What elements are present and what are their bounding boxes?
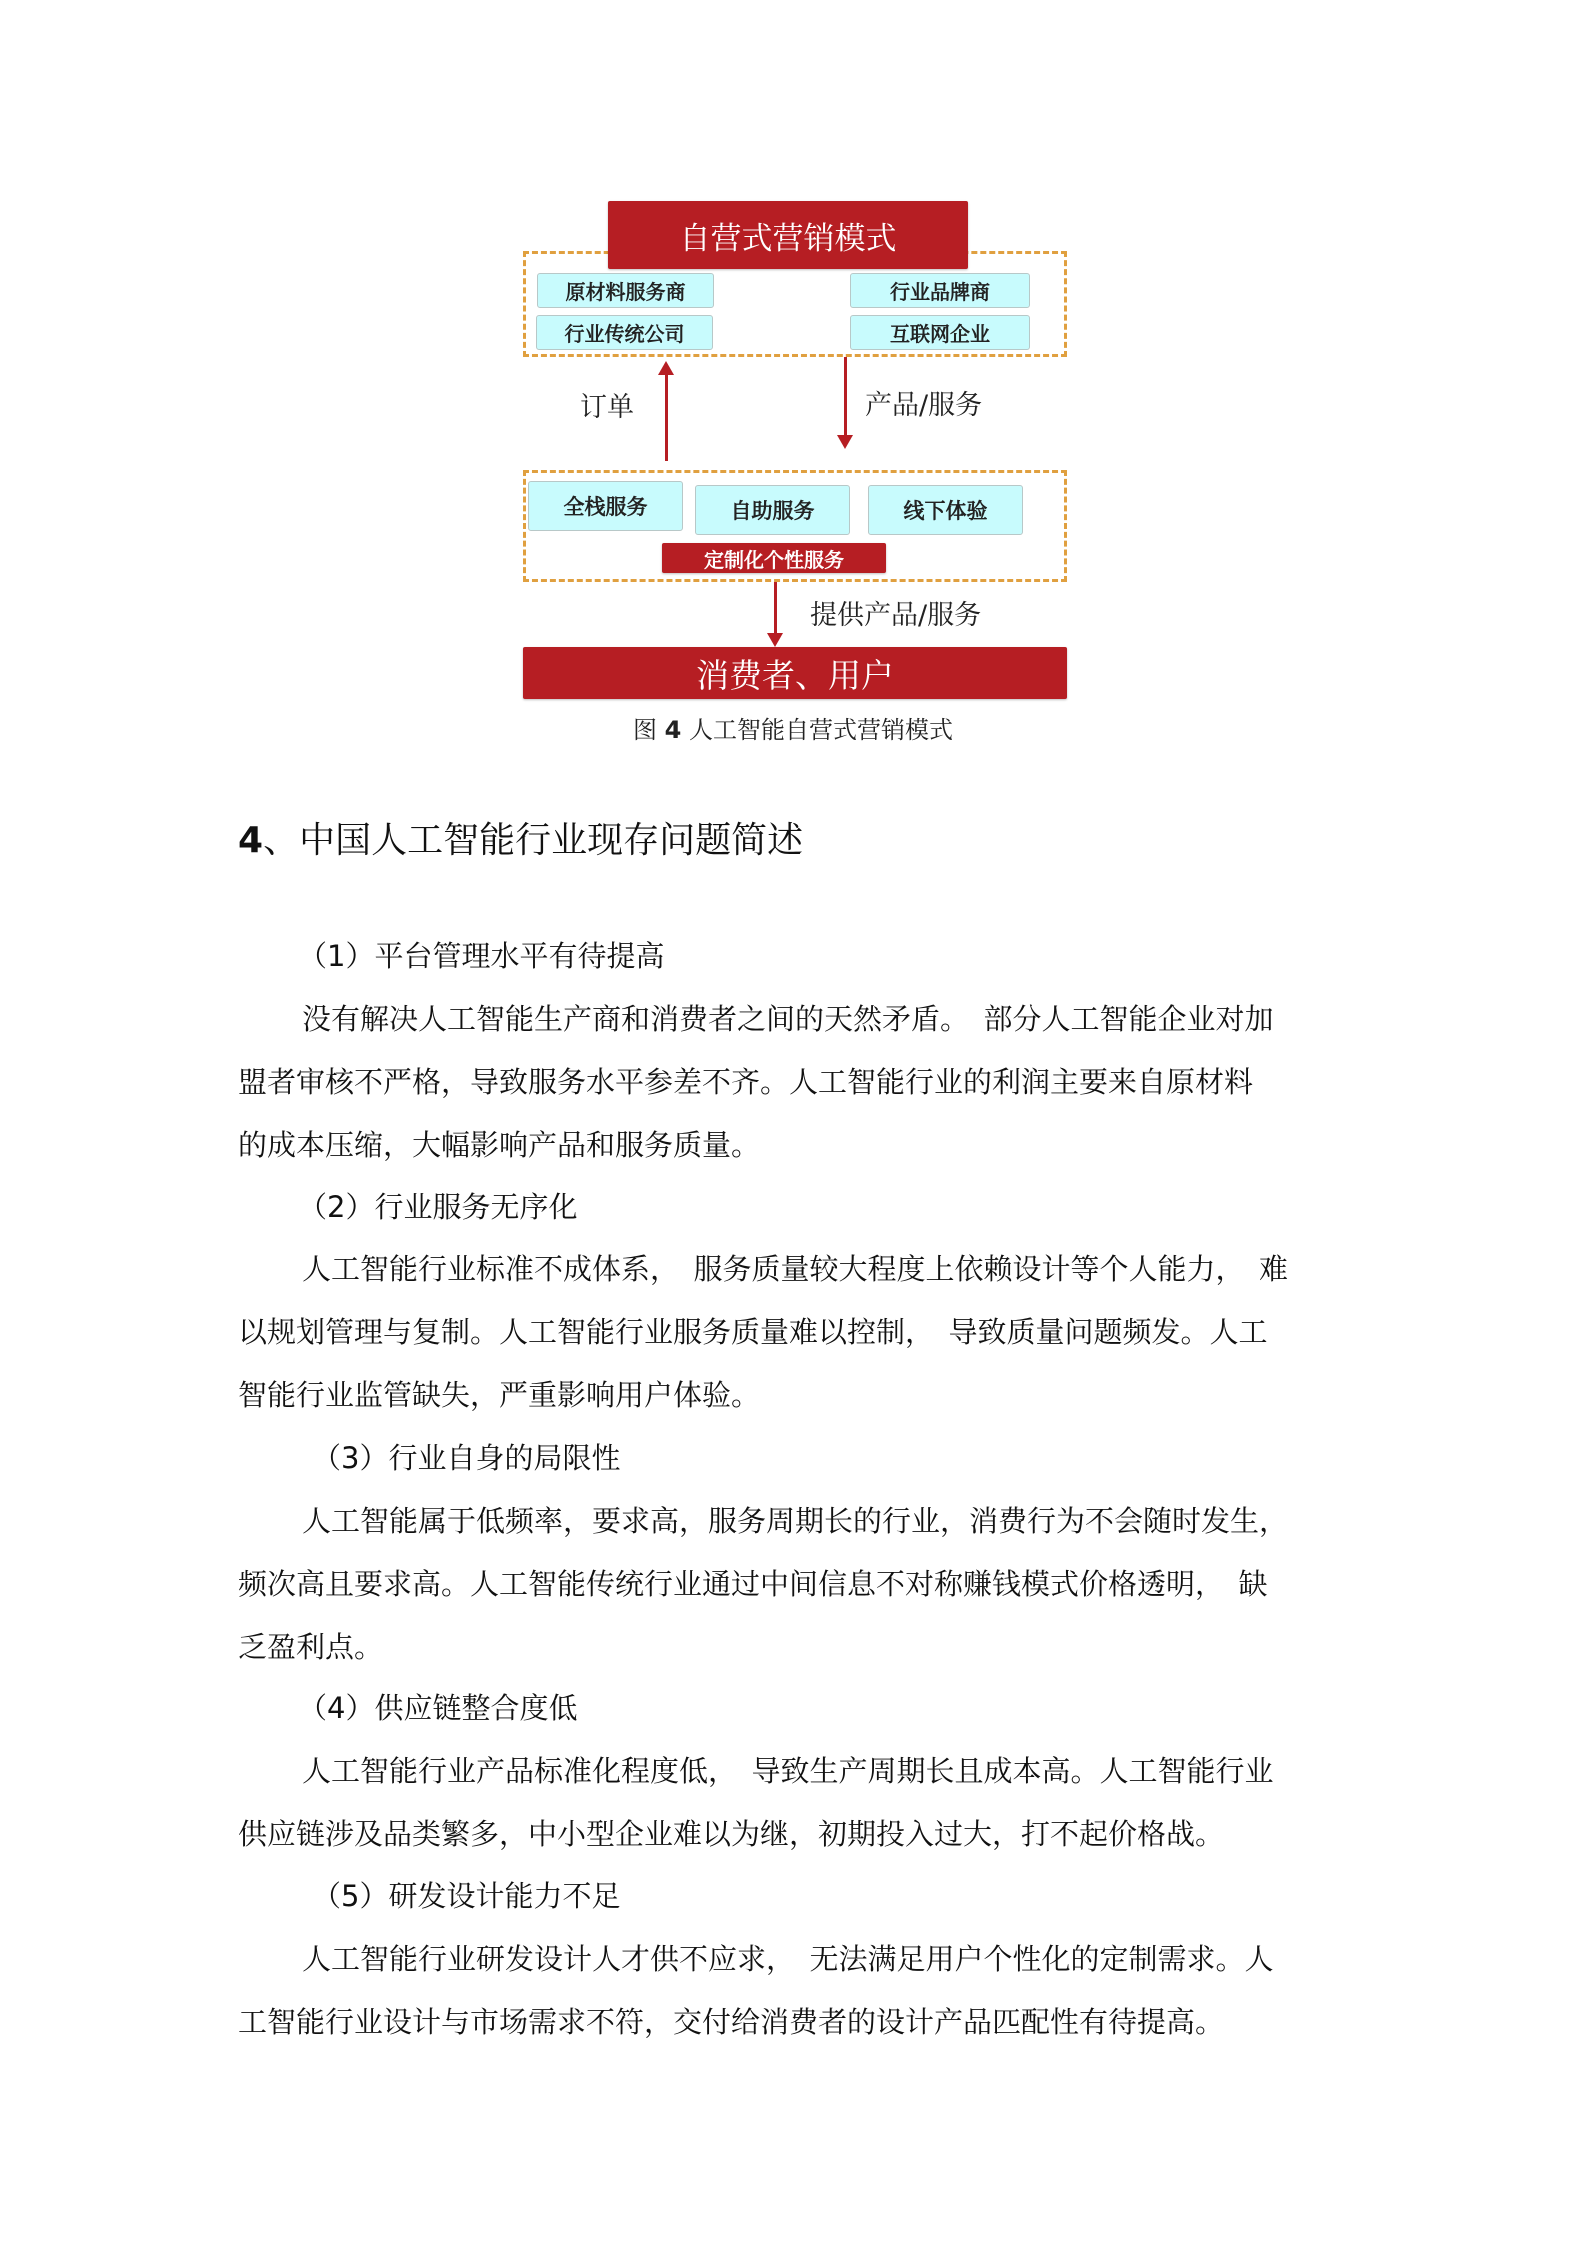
section-heading: 4、中国人工智能行业现存问题简述 <box>238 820 804 861</box>
product-arrow-head-icon <box>837 435 853 449</box>
provide-arrow-line <box>774 582 777 636</box>
custom-service-banner: 定制化个性服务 <box>662 543 886 573</box>
bottom-title-bar <box>523 647 1067 699</box>
order-arrow-head-icon <box>658 361 674 375</box>
item-5-paragraph: 人工智能行业研发设计人才供不应求， 无法满足用户个性化的定制需求。人 工智能行业设计与市场需求不符，交付给消费者的设计产品匹配性有待提高。 <box>238 1942 1274 2039</box>
box-traditional-company: 行业传统公司 <box>536 315 713 350</box>
item-1-heading: （1）平台管理水平有待提高 <box>298 939 665 973</box>
provide-arrow-head-icon <box>767 633 783 647</box>
item-3-heading: （3）行业自身的局限性 <box>312 1441 621 1475</box>
item-2-heading: （2）行业服务无序化 <box>298 1190 578 1224</box>
box-internet-company: 互联网企业 <box>850 315 1030 350</box>
figure-caption: 图 4 人工智能自营式营销模式 <box>633 716 953 744</box>
product-arrow-line <box>844 357 847 437</box>
order-arrow-line <box>665 373 668 461</box>
order-label: 订单 <box>580 392 634 423</box>
box-offline-experience: 线下体验 <box>868 485 1023 535</box>
item-5-heading: （5）研发设计能力不足 <box>312 1879 621 1913</box>
box-full-stack: 全栈服务 <box>528 481 683 531</box>
item-4-heading: （4）供应链整合度低 <box>298 1691 578 1725</box>
item-1-paragraph: 没有解决人工智能生产商和消费者之间的天然矛盾。 部分人工智能企业对加 盟者审核不严格，导致服务水平参差不齐。人工智能行业的利润主要来自原材料 的成本压缩，大幅影响产品和服务质量。 <box>238 1002 1274 1162</box>
top-title: 自营式营销模式 <box>679 220 897 257</box>
item-3-paragraph: 人工智能属于低频率，要求高，服务周期长的行业，消费行为不会随时发生， 频次高且要求高。人工智能传统行业通过中间信息不对称赚钱模式价格透明， 缺 乏盈利点。 <box>238 1504 1289 1664</box>
product-service-label: 产品/服务 <box>865 390 983 421</box>
box-self-service: 自助服务 <box>695 485 850 535</box>
item-2-paragraph: 人工智能行业标准不成体系， 服务质量较大程度上依赖设计等个人能力， 难 以规划管理与复制。人工智能行业服务质量难以控制， 导致质量问题频发。人工 智能行业监管缺失，严重影响用户体验。 <box>238 1252 1289 1412</box>
top-title-bar <box>608 201 968 269</box>
marketing-model-diagram <box>520 195 1070 695</box>
box-brand: 行业品牌商 <box>850 273 1030 308</box>
provide-product-label: 提供产品/服务 <box>810 600 982 631</box>
item-4-paragraph: 人工智能行业产品标准化程度低， 导致生产周期长且成本高。人工智能行业 供应链涉及品类繁多，中小型企业难以为继，初期投入过大，打不起价格战。 <box>238 1754 1274 1851</box>
bottom-title: 消费者、用户 <box>696 655 894 695</box>
box-raw-material: 原材料服务商 <box>537 273 714 308</box>
